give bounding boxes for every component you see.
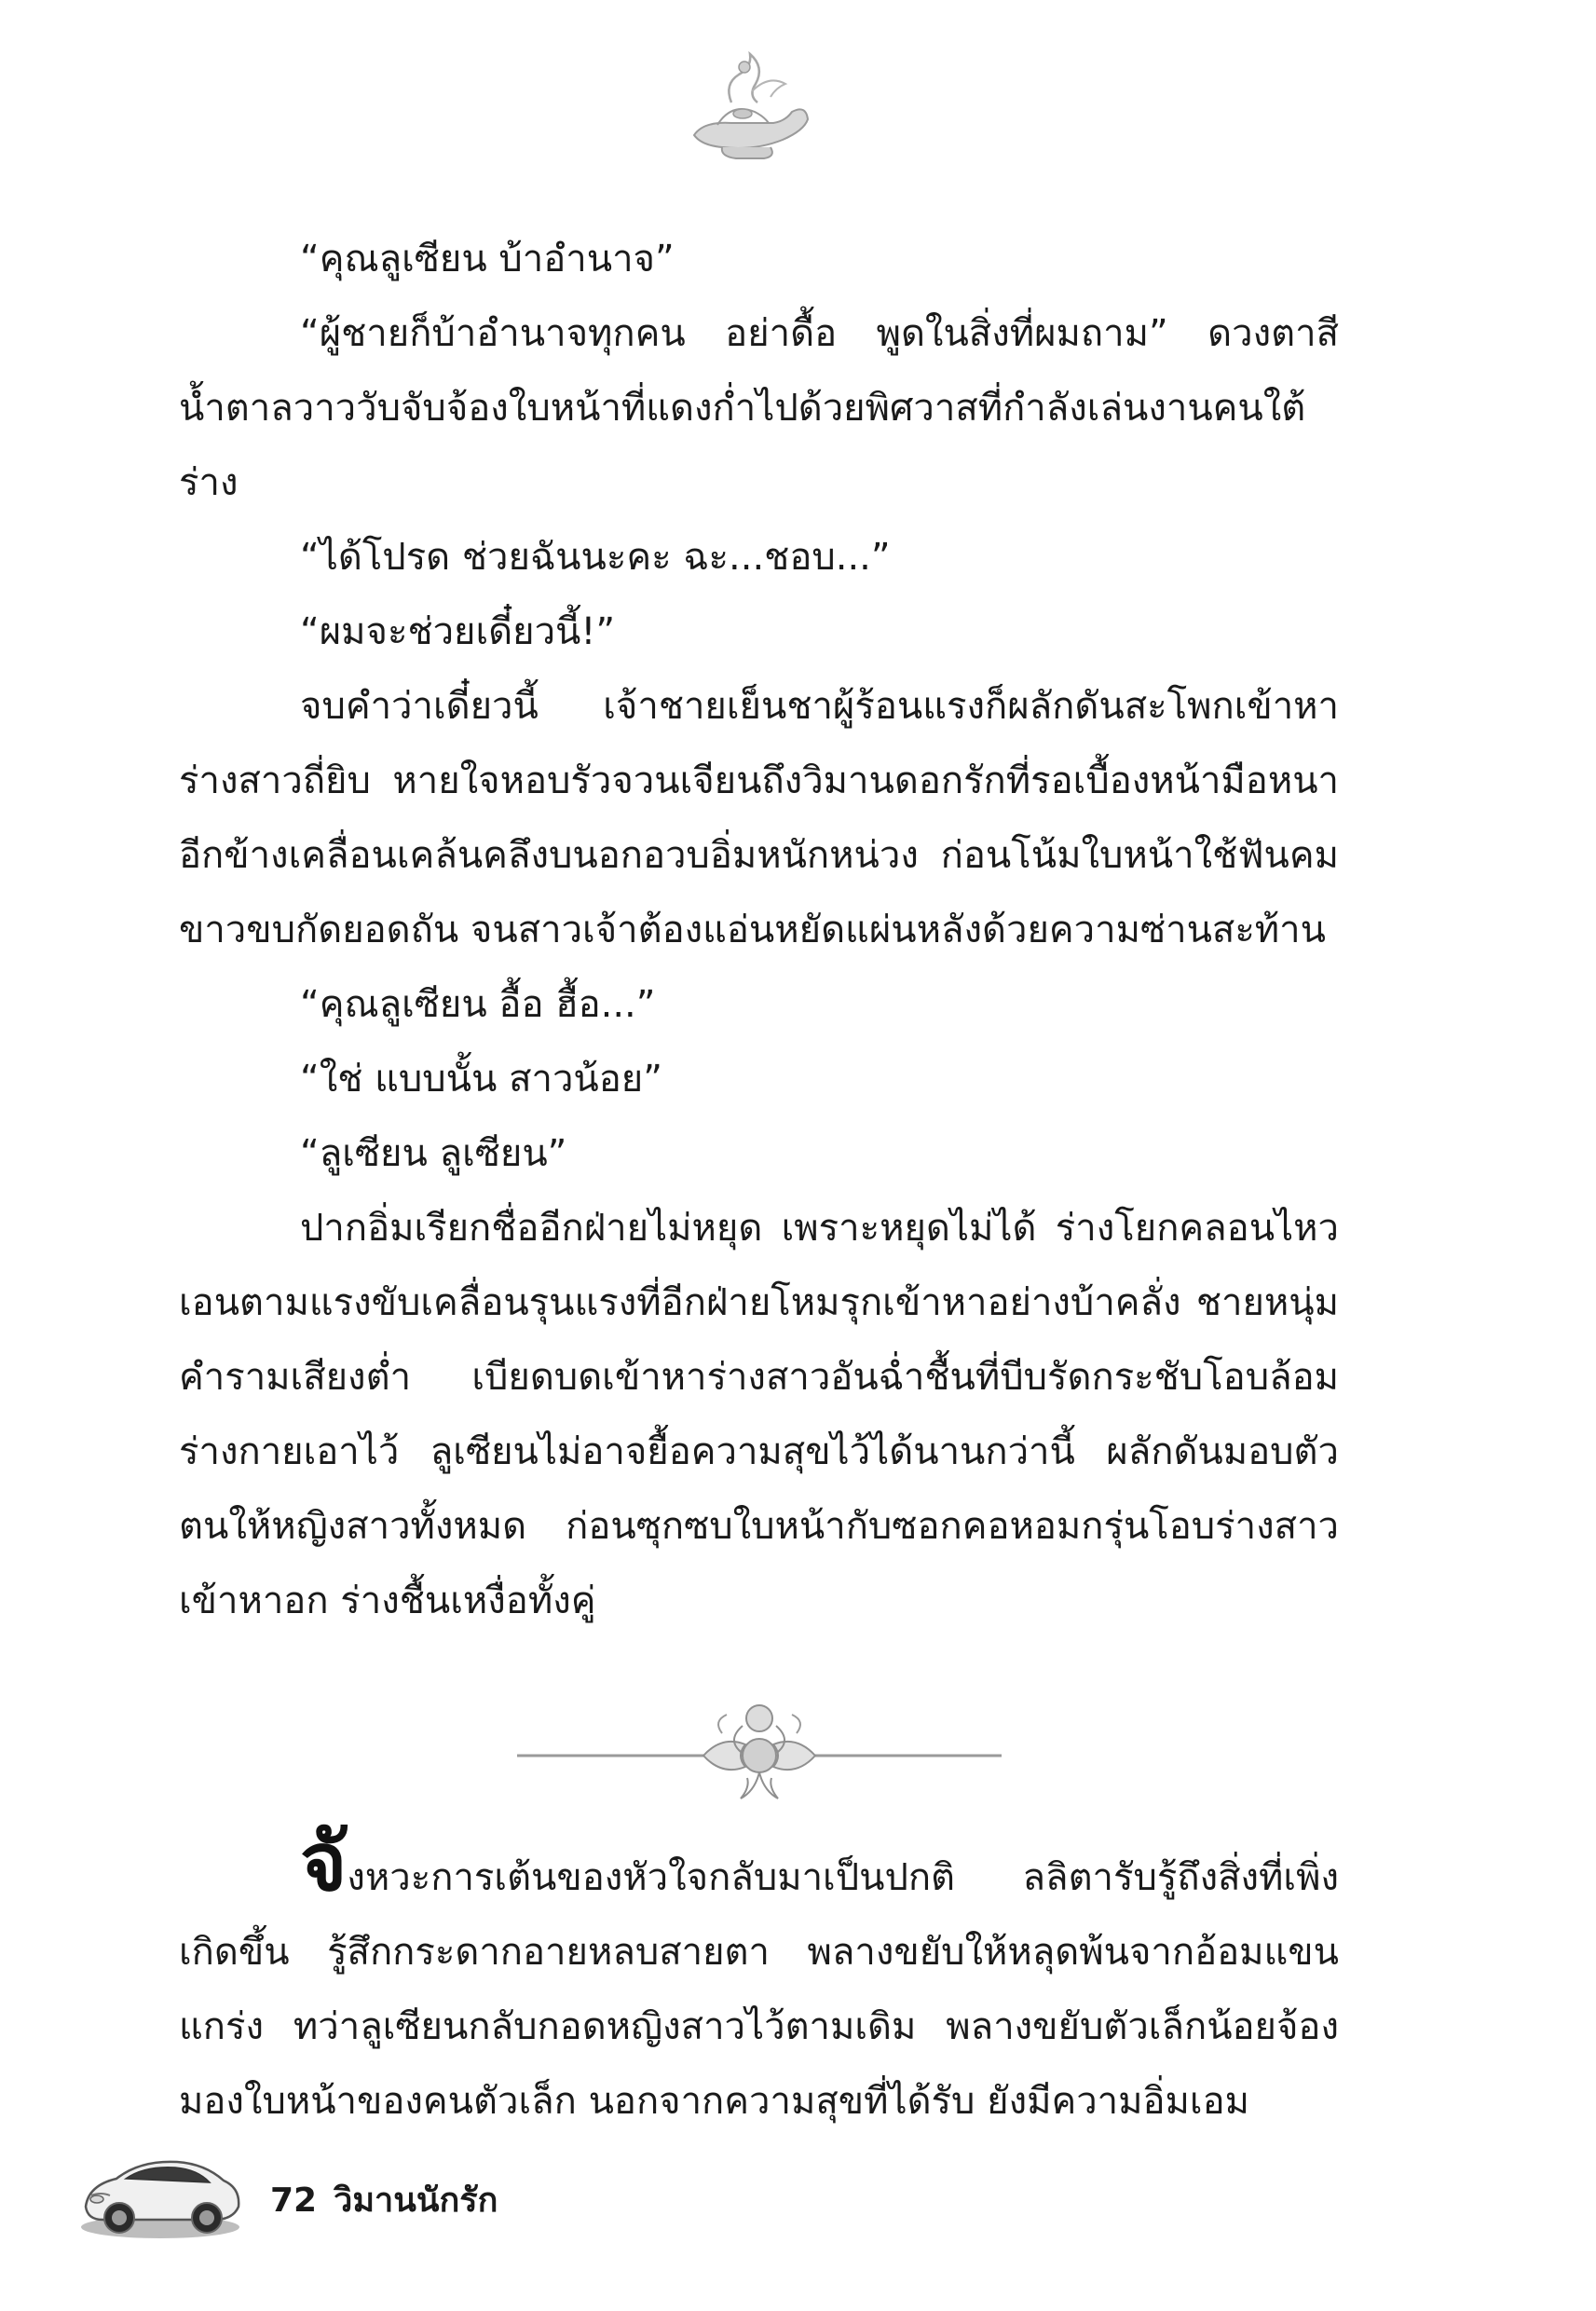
paragraph: “ใช่ แบบนั้น สาวน้อย” xyxy=(300,1058,662,1101)
paragraph: “ได้โปรด ช่วยฉันนะคะ ฉะ...ชอบ...” xyxy=(300,536,891,579)
page-footer xyxy=(75,2134,634,2255)
paragraph: จบคำว่าเดี๋ยวนี้ เจ้าชายเย็นชาผู้ร้อนแรงก็ผลักดันสะโพกเข้าหาร่างสาวถี่ยิบ หายใจหอบรัวจวนเจียนถึงวิมานดอกรักที่รอเบื้องหน้ามือหนาอีกข้างเคลื่อนเคล้นคลึงบนอกอวบอิ่มหนักหน่วง ก่อนโน้มใบหน้าใช้ฟันคมขาวขบกัดยอดถัน จนสาวเจ้าต้องแอ่นหยัดแผ่นหลังด้วยความซ่านสะท้าน xyxy=(179,685,1339,951)
paragraph xyxy=(179,1816,1339,2139)
paragraph: “คุณลูเซียน อื้อ ฮื้อ...” xyxy=(300,983,656,1026)
body-text xyxy=(179,222,1339,1638)
ornamental-divider-icon xyxy=(517,1698,1002,1810)
paragraph: “ผู้ชายก็บ้าอำนาจทุกคน อย่าดื้อ พูดในสิ่งที่ผมถาม” ดวงตาสีน้ำตาลวาววับจับจ้องใบหน้าที่แดงก่ำไปด้วยพิศวาสที่กำลังเล่นงานคนใต้ร่าง xyxy=(179,312,1339,504)
book-title: วิมานนักรัก xyxy=(334,2181,498,2220)
footer-text xyxy=(270,2173,498,2226)
drop-cap: จั xyxy=(300,1816,348,1909)
section-two-text xyxy=(179,1816,1339,2139)
paragraph-text: งหวะการเต้นของหัวใจกลับมาเป็นปกติ ลลิตารับรู้ถึงสิ่งที่เพิ่งเกิดขึ้น รู้สึกกระดากอายหลบสายตา พลางขยับให้หลุดพ้นจากอ้อมแขนแกร่ง ทว่าลูเซียนกลับกอดหญิงสาวไว้ตามเดิม พลางขยับตัวเล็กน้อยจ้องมองใบหน้าของคนตัวเล็ก นอกจากความสุขที่ได้รับ ยังมีความอิ่มเอม xyxy=(179,1856,1339,2123)
paragraph: “ลูเซียน ลูเซียน” xyxy=(300,1132,567,1175)
paragraph: ปากอิ่มเรียกชื่ออีกฝ่ายไม่หยุด เพราะหยุดไม่ได้ ร่างโยกคลอนไหวเอนตามแรงขับเคลื่อนรุนแรงที่อีกฝ่ายโหมรุกเข้าหาอย่างบ้าคลั่ง ชายหนุ่มคำรามเสียงต่ำ เบียดบดเข้าหาร่างสาวอันฉ่ำชื้นที่บีบรัดกระชับโอบล้อมร่างกายเอาไว้ ลูเซียนไม่อาจยื้อความสุขไว้ได้นานกว่านี้ ผลักดันมอบตัวตนให้หญิงสาวทั้งหมด ก่อนซุกซบใบหน้ากับซอกคอหอมกรุ่นโอบร่างสาวเข้าหาอก ร่างชื้นเหงื่อทั้งคู่ xyxy=(179,1207,1339,1622)
page-number: 72 xyxy=(270,2181,318,2220)
paragraph: “ผมจะช่วยเดี๋ยวนี้!” xyxy=(300,610,616,653)
sports-car-icon xyxy=(75,2134,247,2246)
genie-lamp-icon xyxy=(666,47,825,168)
paragraph: “คุณลูเซียน บ้าอำนาจ” xyxy=(300,238,675,280)
